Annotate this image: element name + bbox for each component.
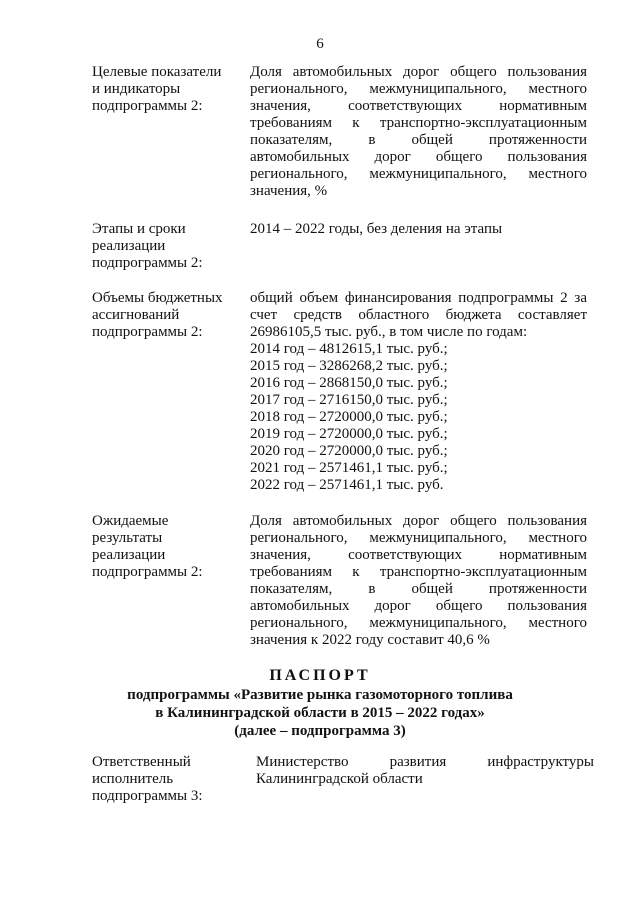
label-line: ассигнований (92, 307, 180, 323)
label-stages-terms (92, 221, 242, 272)
label-expected-results (92, 513, 242, 581)
value-line: автомобильных дорог общего пользования (250, 598, 587, 614)
year-funding-line: 2015 год – 3286268,2 тыс. руб.; (250, 358, 448, 374)
value-expected-results (250, 513, 587, 649)
value-line: автомобильных дорог общего пользования (250, 149, 587, 165)
label-target-indicators (92, 64, 242, 115)
page-number: 6 (316, 36, 324, 52)
label-line: реализации (92, 238, 166, 254)
value-line: 26986105,5 тыс. руб., в том числе по годам: (250, 324, 528, 340)
value-line: Калининградской области (256, 771, 423, 787)
value-line: регионального, межмуниципального, местного (250, 81, 587, 97)
passport-title: ПАСПОРТ (269, 667, 371, 684)
value-line: Доля автомобильных дорог общего пользования (250, 513, 587, 529)
value-responsible-executor (256, 754, 594, 788)
value-line: требованиям к транспортно-эксплуатационным (250, 115, 587, 131)
label-line: и индикаторы (92, 81, 181, 97)
year-funding-line: 2020 год – 2720000,0 тыс. руб.; (250, 443, 448, 459)
value-line: счет средств областного бюджета составляет (250, 307, 587, 323)
label-line: Этапы и сроки (92, 221, 186, 237)
label-line: подпрограммы 2: (92, 255, 203, 271)
value-line: общий объем финансирования подпрограммы 2 за (250, 290, 587, 306)
label-line: Ожидаемые (92, 513, 169, 529)
value-line: регионального, межмуниципального, местного (250, 166, 587, 182)
year-funding-line: 2014 год – 4812615,1 тыс. руб.; (250, 341, 448, 357)
passport-subtitle-line: в Калининградской области в 2015 – 2022 годах» (155, 705, 485, 721)
year-funding-line: 2021 год – 2571461,1 тыс. руб.; (250, 460, 448, 476)
year-funding-line: 2018 год – 2720000,0 тыс. руб.; (250, 409, 448, 425)
value-line: показателям, в общей протяженности (250, 581, 587, 597)
label-line: Целевые показатели (92, 64, 222, 80)
value-budget-volumes (250, 290, 587, 494)
year-funding-line: 2017 год – 2716150,0 тыс. руб.; (250, 392, 448, 408)
value-stages-terms (250, 221, 587, 238)
value-line: требованиям к транспортно-эксплуатационным (250, 564, 587, 580)
year-funding-line: 2019 год – 2720000,0 тыс. руб.; (250, 426, 448, 442)
value-line: Доля автомобильных дорог общего пользования (250, 64, 587, 80)
year-funding-line: 2016 год – 2868150,0 тыс. руб.; (250, 375, 448, 391)
label-line: исполнитель (92, 771, 174, 787)
passport-heading (0, 666, 640, 740)
value-line: 2014 – 2022 годы, без деления на этапы (250, 221, 503, 237)
label-line: Ответственный (92, 754, 191, 770)
label-line: подпрограммы 2: (92, 98, 203, 114)
value-line: регионального, межмуниципального, местного (250, 615, 587, 631)
label-line: результаты (92, 530, 163, 546)
value-line: значения, соответствующих нормативным (250, 547, 587, 563)
label-responsible-executor (92, 754, 242, 805)
label-line: подпрограммы 2: (92, 564, 203, 580)
label-line: реализации (92, 547, 166, 563)
label-line: подпрограммы 3: (92, 788, 203, 804)
value-line: показателям, в общей протяженности (250, 132, 587, 148)
value-line: значения к 2022 году составит 40,6 % (250, 632, 490, 648)
passport-subtitle-line: (далее – подпрограмма 3) (234, 723, 406, 739)
value-line: значения, % (250, 183, 328, 199)
value-line: Министерство развития инфраструктуры (256, 754, 594, 770)
label-line: Объемы бюджетных (92, 290, 223, 306)
year-funding-line: 2022 год – 2571461,1 тыс. руб. (250, 477, 444, 493)
passport-subtitle-line: подпрограммы «Развитие рынка газомоторного топлива (127, 687, 513, 703)
value-line: регионального, межмуниципального, местного (250, 530, 587, 546)
label-line: подпрограммы 2: (92, 324, 203, 340)
value-line: значения, соответствующих нормативным (250, 98, 587, 114)
label-budget-volumes (92, 290, 242, 341)
value-target-indicators (250, 64, 587, 200)
